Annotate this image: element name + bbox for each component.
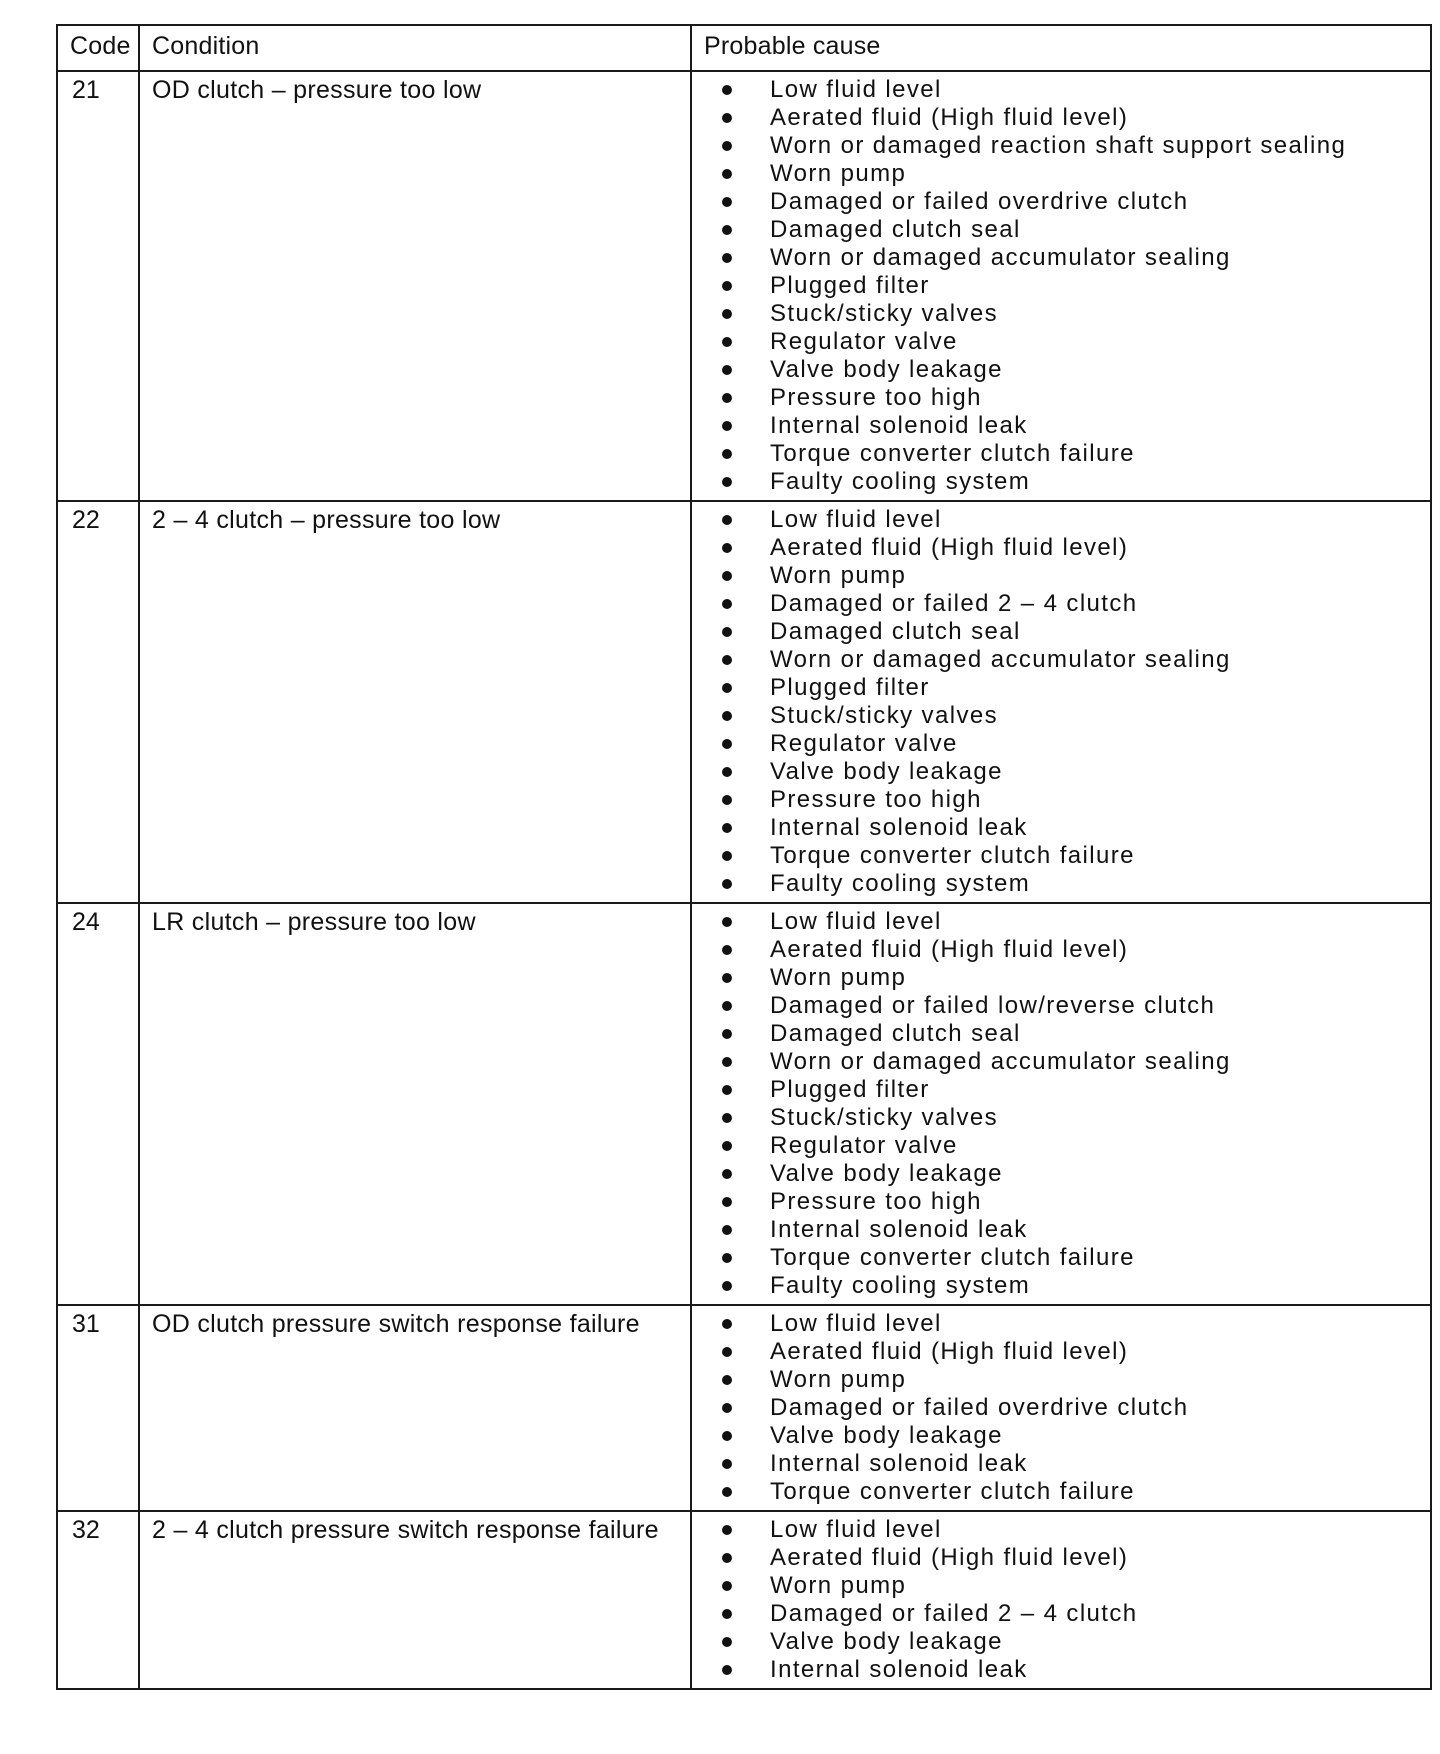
cause-text: Pressure too high [770,786,982,813]
header-probable-cause: Probable cause [691,25,1431,71]
table-row [57,501,1431,903]
probable-cause-cell [691,1305,1431,1511]
cause-item [704,1020,1418,1048]
condition-text: OD clutch – pressure too low [139,71,691,501]
bullet-icon [722,1375,732,1385]
cause-text: Aerated fluid (High fluid level) [770,936,1129,963]
cause-text: Pressure too high [770,1188,982,1215]
fault-code: 22 [57,501,139,903]
bullet-icon [722,281,732,291]
bullet-icon [722,1197,732,1207]
bullet-icon [722,1085,732,1095]
cause-text: Valve body leakage [770,1422,1003,1449]
cause-item [704,534,1418,562]
bullet-icon [722,253,732,263]
cause-text: Faulty cooling system [770,1272,1031,1299]
bullet-icon [722,851,732,861]
cause-item [704,1516,1418,1544]
bullet-icon [722,309,732,319]
fault-code: 24 [57,903,139,1305]
cause-item [704,908,1418,936]
cause-text: Faulty cooling system [770,468,1031,495]
probable-cause-list [704,1516,1418,1684]
bullet-icon [722,1459,732,1469]
bullet-icon [722,1253,732,1263]
cause-item [704,412,1418,440]
bullet-icon [722,945,732,955]
cause-item [704,1628,1418,1656]
cause-text: Damaged or failed overdrive clutch [770,188,1189,215]
cause-item [704,1544,1418,1572]
cause-text: Torque converter clutch failure [770,440,1135,467]
cause-text: Stuck/sticky valves [770,702,998,729]
probable-cause-list [704,506,1418,898]
cause-text: Low fluid level [770,1516,942,1543]
bullet-icon [722,599,732,609]
cause-item [704,674,1418,702]
bullet-icon [722,767,732,777]
cause-item [704,992,1418,1020]
probable-cause-list [704,1310,1418,1506]
bullet-icon [722,421,732,431]
bullet-icon [722,1319,732,1329]
cause-item [704,870,1418,898]
cause-text: Low fluid level [770,1310,942,1337]
fault-code-table [56,24,1432,1690]
cause-item [704,1422,1418,1450]
cause-text: Damaged or failed low/reverse clutch [770,992,1216,1019]
cause-item [704,814,1418,842]
cause-item [704,964,1418,992]
cause-text: Worn pump [770,964,907,991]
cause-text: Damaged or failed 2 – 4 clutch [770,1600,1138,1627]
cause-text: Aerated fluid (High fluid level) [770,1338,1129,1365]
bullet-icon [722,879,732,889]
cause-text: Regulator valve [770,730,958,757]
cause-text: Worn pump [770,160,907,187]
cause-text: Stuck/sticky valves [770,300,998,327]
bullet-icon [722,1281,732,1291]
bullet-icon [722,711,732,721]
condition-text: 2 – 4 clutch – pressure too low [139,501,691,903]
bullet-icon [722,141,732,151]
table-row [57,1305,1431,1511]
bullet-icon [722,739,732,749]
cause-item [704,758,1418,786]
bullet-icon [722,1347,732,1357]
cause-item [704,842,1418,870]
cause-item [704,272,1418,300]
cause-text: Aerated fluid (High fluid level) [770,104,1129,131]
bullet-icon [722,973,732,983]
cause-item [704,1076,1418,1104]
cause-text: Worn or damaged accumulator sealing [770,646,1231,673]
cause-item [704,328,1418,356]
bullet-icon [722,197,732,207]
cause-text: Internal solenoid leak [770,1656,1028,1683]
header-code: Code [57,25,139,71]
cause-item [704,356,1418,384]
cause-item [704,1572,1418,1600]
cause-text: Internal solenoid leak [770,1216,1028,1243]
header-condition: Condition [139,25,691,71]
cause-item [704,590,1418,618]
cause-text: Worn or damaged reaction shaft support sealing [770,132,1347,159]
cause-text: Valve body leakage [770,1628,1003,1655]
bullet-icon [722,1403,732,1413]
bullet-icon [722,477,732,487]
cause-item [704,1244,1418,1272]
cause-item [704,1216,1418,1244]
condition-text: LR clutch – pressure too low [139,903,691,1305]
condition-text: 2 – 4 clutch pressure switch response failure [139,1511,691,1689]
cause-text: Low fluid level [770,506,942,533]
cause-item [704,1272,1418,1300]
cause-item [704,468,1418,496]
cause-text: Damaged or failed overdrive clutch [770,1394,1189,1421]
cause-text: Plugged filter [770,1076,930,1103]
cause-text: Low fluid level [770,76,942,103]
cause-item [704,646,1418,674]
bullet-icon [722,1637,732,1647]
cause-item [704,244,1418,272]
table-row [57,71,1431,501]
probable-cause-list [704,76,1418,496]
cause-text: Aerated fluid (High fluid level) [770,1544,1129,1571]
cause-text: Valve body leakage [770,758,1003,785]
bullet-icon [722,1665,732,1675]
condition-text: OD clutch pressure switch response failure [139,1305,691,1511]
probable-cause-cell [691,71,1431,501]
cause-text: Faulty cooling system [770,870,1031,897]
cause-text: Valve body leakage [770,1160,1003,1187]
cause-item [704,440,1418,468]
fault-code: 21 [57,71,139,501]
cause-item [704,1450,1418,1478]
cause-text: Stuck/sticky valves [770,1104,998,1131]
bullet-icon [722,169,732,179]
cause-text: Worn pump [770,1366,907,1393]
cause-item [704,1160,1418,1188]
bullet-icon [722,113,732,123]
bullet-icon [722,1001,732,1011]
cause-text: Torque converter clutch failure [770,1244,1135,1271]
cause-text: Low fluid level [770,908,942,935]
bullet-icon [722,823,732,833]
cause-item [704,188,1418,216]
cause-item [704,1132,1418,1160]
cause-item [704,76,1418,104]
cause-text: Damaged clutch seal [770,216,1021,243]
cause-item [704,384,1418,412]
cause-text: Regulator valve [770,1132,958,1159]
cause-text: Damaged or failed 2 – 4 clutch [770,590,1138,617]
cause-text: Plugged filter [770,674,930,701]
bullet-icon [722,1113,732,1123]
bullet-icon [722,683,732,693]
cause-item [704,1366,1418,1394]
cause-item [704,1188,1418,1216]
cause-text: Worn or damaged accumulator sealing [770,244,1231,271]
cause-item [704,786,1418,814]
bullet-icon [722,1431,732,1441]
cause-item [704,506,1418,534]
cause-text: Internal solenoid leak [770,412,1028,439]
bullet-icon [722,337,732,347]
bullet-icon [722,1057,732,1067]
bullet-icon [722,917,732,927]
probable-cause-cell [691,903,1431,1305]
cause-item [704,132,1418,160]
bullet-icon [722,85,732,95]
cause-text: Worn or damaged accumulator sealing [770,1048,1231,1075]
cause-item [704,1310,1418,1338]
bullet-icon [722,1609,732,1619]
cause-text: Worn pump [770,562,907,589]
cause-text: Torque converter clutch failure [770,842,1135,869]
probable-cause-list [704,908,1418,1300]
bullet-icon [722,365,732,375]
cause-item [704,730,1418,758]
cause-text: Worn pump [770,1572,907,1599]
fault-code: 32 [57,1511,139,1689]
bullet-icon [722,1141,732,1151]
probable-cause-cell [691,501,1431,903]
bullet-icon [722,1525,732,1535]
cause-text: Plugged filter [770,272,930,299]
cause-item [704,216,1418,244]
bullet-icon [722,393,732,403]
cause-text: Valve body leakage [770,356,1003,383]
bullet-icon [722,1169,732,1179]
bullet-icon [722,795,732,805]
probable-cause-cell [691,1511,1431,1689]
bullet-icon [722,515,732,525]
cause-text: Damaged clutch seal [770,618,1021,645]
cause-text: Damaged clutch seal [770,1020,1021,1047]
cause-item [704,1048,1418,1076]
table-row [57,903,1431,1305]
bullet-icon [722,1487,732,1497]
bullet-icon [722,1225,732,1235]
cause-item [704,104,1418,132]
fault-code: 31 [57,1305,139,1511]
bullet-icon [722,1029,732,1039]
table-row [57,1511,1431,1689]
bullet-icon [722,1581,732,1591]
cause-item [704,618,1418,646]
bullet-icon [722,571,732,581]
cause-item [704,300,1418,328]
bullet-icon [722,449,732,459]
cause-item [704,562,1418,590]
cause-item [704,1600,1418,1628]
cause-item [704,1394,1418,1422]
cause-item [704,160,1418,188]
cause-item [704,1104,1418,1132]
cause-item [704,1338,1418,1366]
cause-item [704,1656,1418,1684]
cause-text: Internal solenoid leak [770,814,1028,841]
table-body [57,71,1431,1689]
cause-text: Internal solenoid leak [770,1450,1028,1477]
bullet-icon [722,627,732,637]
cause-text: Torque converter clutch failure [770,1478,1135,1505]
header-row [57,25,1431,71]
cause-text: Pressure too high [770,384,982,411]
bullet-icon [722,1553,732,1563]
cause-item [704,936,1418,964]
cause-item [704,702,1418,730]
bullet-icon [722,543,732,553]
bullet-icon [722,655,732,665]
cause-text: Regulator valve [770,328,958,355]
cause-text: Aerated fluid (High fluid level) [770,534,1129,561]
bullet-icon [722,225,732,235]
cause-item [704,1478,1418,1506]
